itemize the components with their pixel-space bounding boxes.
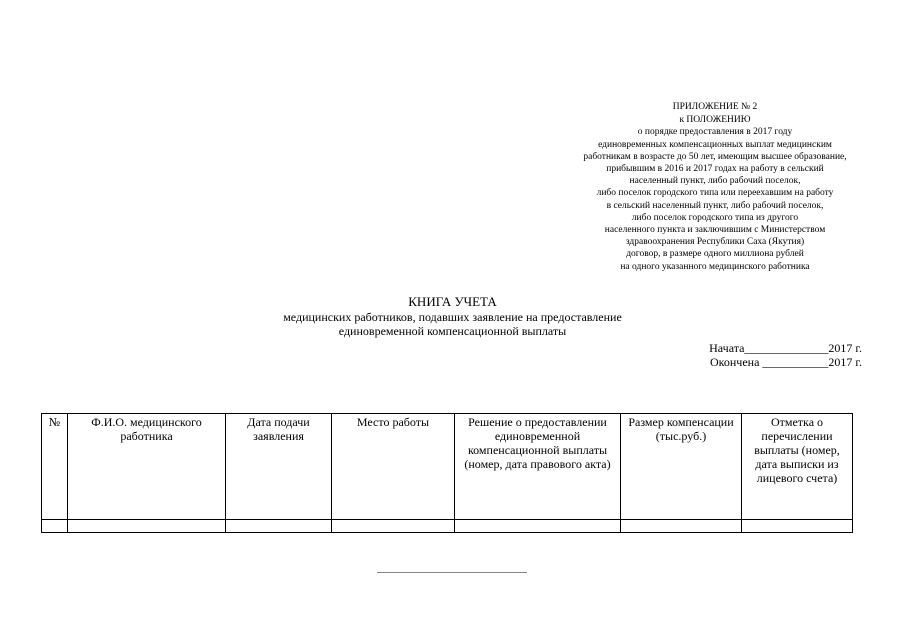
footnote-divider — [377, 572, 527, 573]
appendix-line: договор, в размере одного миллиона рублей — [626, 249, 804, 260]
appendix-line: к ПОЛОЖЕНИЮ — [679, 115, 751, 126]
appendix-line: здравоохранения Республики Саха (Якутия) — [625, 237, 805, 248]
appendix-title: ПРИЛОЖЕНИЕ № 2 — [672, 102, 758, 112]
appendix-line: о порядке предоставления в 2017 году — [637, 127, 793, 138]
book-subtitle-line2: единовременной компенсационной выплаты — [338, 324, 567, 338]
appendix-line: либо поселок городского типа из другого — [631, 212, 799, 223]
table-cell — [332, 520, 455, 533]
appendix-line: работникам в возрасте до 50 лет, имеющим высшее образование, — [583, 151, 847, 162]
appendix-line: населенного пункта и заключившим с Министерством — [604, 225, 826, 236]
table-cell — [742, 520, 853, 533]
table-row — [42, 520, 853, 533]
appendix-block — [520, 101, 905, 273]
appendix-line: прибывшим в 2016 и 2017 годах на работу в сельский — [606, 164, 824, 175]
table-cell — [68, 520, 226, 533]
column-header-amount: Размер компенсации (тыс.руб.) — [621, 414, 742, 520]
column-header-name: Ф.И.О. медицинского работника — [68, 414, 226, 520]
column-header-workplace: Место работы — [332, 414, 455, 520]
period-end: Окончена ___________2017 г. — [710, 355, 862, 369]
column-header-transfer: Отметка о перечислении выплаты (номер, дата выписки из лицевого счета) — [742, 414, 853, 520]
table-cell — [621, 520, 742, 533]
book-subtitle-line1: медицинских работников, подавших заявление на предоставление — [283, 310, 622, 324]
book-title: КНИГА УЧЕТА — [408, 294, 497, 309]
table-cell — [42, 520, 68, 533]
appendix-line: единовременных компенсационных выплат медицинским — [598, 139, 832, 150]
ledger-table — [41, 413, 853, 533]
appendix-line: либо поселок городского типа или переехавшим на работу — [596, 188, 834, 199]
appendix-line: на одного указанного медицинского работника — [620, 261, 810, 272]
table-cell — [226, 520, 332, 533]
table-header-row — [42, 414, 853, 520]
period-start: Начата______________2017 г. — [709, 341, 862, 355]
appendix-line: населенный пункт, либо рабочий поселок, — [629, 176, 801, 187]
column-header-date: Дата подачи заявления — [226, 414, 332, 520]
column-header-decision: Решение о предоставлении единовременной компенсационной выплаты (номер, дата правового акта) — [455, 414, 621, 520]
table-cell — [455, 520, 621, 533]
column-header-number: № — [42, 414, 68, 520]
appendix-line: в сельский населенный пункт, либо рабочий поселок, — [606, 200, 824, 211]
